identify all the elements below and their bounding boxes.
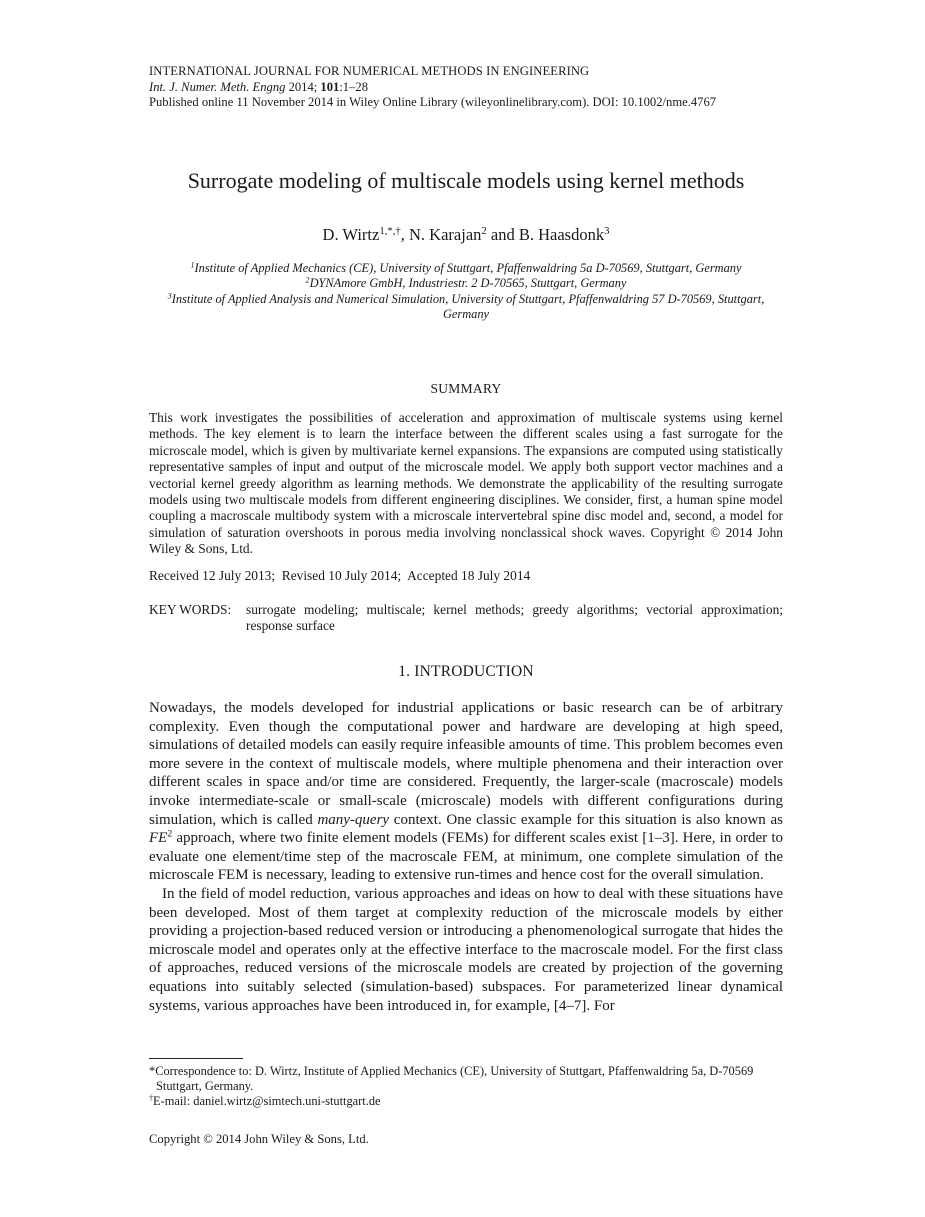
- affiliation-marker: 2: [305, 275, 310, 285]
- keywords-label: KEY WORDS:: [149, 602, 232, 617]
- journal-volume: 101: [320, 79, 340, 94]
- journal-year: 2014;: [288, 79, 318, 94]
- author-name: B. Haasdonk: [518, 225, 605, 244]
- copyright-notice: Copyright © 2014 John Wiley & Sons, Ltd.: [149, 1132, 369, 1146]
- author-marker: 3: [604, 225, 610, 238]
- journal-abbrev: Int. J. Numer. Meth. Engng: [149, 79, 286, 94]
- author-separator: ,: [400, 225, 410, 244]
- footnote-divider: [149, 1058, 243, 1059]
- keywords: [149, 602, 783, 635]
- footnote-mark: †: [149, 1093, 154, 1103]
- journal-name: INTERNATIONAL JOURNAL FOR NUMERICAL METHODS IN ENGINEERING: [149, 64, 590, 78]
- footnotes: [149, 1064, 783, 1109]
- journal-pages: :1–28: [339, 79, 368, 94]
- author-marker: 2: [481, 225, 487, 238]
- abstract-text: This work investigates the possibilities of acceleration and approximation of multiscale systems using kernel methods. The key element is to learn the interface between the different scales using a fast surrogate for the microscale model, which is given by multivariate kernel expansions. The expansions are computed using statistically representative samples of input and output of the microscale model. We apply both support vector machines and a vectorial kernel greedy algorithm as learning methods. We demonstrate the applicability of the resulting surrogate models using two multiscale models from different engineering disciplines. We consider, first, a human spine model coupling a macroscale multibody system with a microscale intervertebral spine disc model and, second, a model for simulation of saturation overshoots in porous media involving nonclassical shock waves. Copyright © 2014 John Wiley & Sons, Ltd.: [149, 410, 783, 557]
- publication-info: Published online 11 November 2014 in Wiley Online Library (wileyonlinelibrary.com). DOI: 10.1002/nme.4767: [149, 95, 717, 109]
- paragraph: [149, 699, 783, 885]
- journal-header: [149, 64, 783, 111]
- affiliation-text: Institute of Applied Mechanics (CE), University of Stuttgart, Pfaffenwaldring 5a D-70569, Stuttgart, Germany: [194, 261, 742, 275]
- author-marker: 1,*,†: [379, 225, 401, 238]
- received-dates: Received 12 July 2013; Revised 10 July 2014; Accepted 18 July 2014: [149, 568, 531, 583]
- section-heading: 1. INTRODUCTION: [398, 663, 534, 680]
- footnote: [149, 1064, 783, 1094]
- footnote-text: E-mail: daniel.wirtz@simtech.uni-stuttgart.de: [153, 1094, 381, 1108]
- paper-title: Surrogate modeling of multiscale models using kernel methods: [187, 168, 745, 193]
- footnote: [149, 1094, 783, 1109]
- footnote-text: Correspondence to: D. Wirtz, Institute of Applied Mechanics (CE), University of Stuttgart, Pfaffenwaldring 5a, D-70569 Stuttgart, Germany.: [155, 1064, 754, 1093]
- paragraph-text: context. One classic example for this situation is also known as: [389, 811, 783, 828]
- paragraph-text: approach, where two finite element models (FEMs) for different scales exist [1–3]. Here, in order to evaluate one element/time step of the macroscale FEM, at minimum, one complete simulation of the microscale FEM is necessary, leading to extensive run-times and hence cost for the overall simulation.: [149, 830, 783, 884]
- math-fe: FE: [149, 830, 168, 847]
- affiliations: [149, 261, 783, 322]
- summary-heading: SUMMARY: [430, 381, 502, 396]
- author-separator: and: [486, 225, 519, 244]
- affiliation-marker: 3: [167, 291, 172, 301]
- author-name: D. Wirtz: [322, 225, 380, 244]
- affiliation: [149, 292, 783, 323]
- footnote-mark: *: [149, 1064, 156, 1078]
- author-name: N. Karajan: [409, 225, 482, 244]
- affiliation-text: DYNAmore GmbH, Industriestr. 2 D-70565, Stuttgart, Germany: [309, 276, 627, 291]
- affiliation-marker: 1: [190, 260, 195, 270]
- affiliation-text: Institute of Applied Analysis and Numerical Simulation, University of Stuttgart, Pfaffenwaldring 57 D-70569, Stuttgart, Germany: [171, 291, 765, 321]
- math-superscript: 2: [167, 828, 173, 840]
- affiliation: [149, 261, 783, 276]
- journal-citation: [149, 80, 783, 96]
- introduction-body: [149, 699, 783, 1015]
- author-list: [149, 224, 783, 246]
- keywords-text: surrogate modeling; multiscale; kernel methods; greedy algorithms; vectorial approximation; response surface: [246, 602, 783, 634]
- paragraph: In the field of model reduction, various approaches and ideas on how to deal with these situations have been developed. Most of them target at complexity reduction of the microscale models by either providing a projection-based reduced version or introducing a phenomenological surrogate that hides the microscale model and operates only at the effective interface to the macroscale model. For the first class of approaches, reduced versions of the microscale models are created by projection of the governing equations into suitably selected (simulation-based) subspaces. For parameterized linear dynamical systems, various approaches have been introduced in, for example, [4–7]. For: [149, 885, 783, 1014]
- emphasis-text: many-query: [317, 811, 390, 828]
- paragraph-text: Nowadays, the models developed for industrial applications or basic research can be of arbitrary complexity. Even though the computational power and hardware are developing at high speed, simulations of detailed models can easily require infeasible amounts of time. This problem becomes even more severe in the context of multiscale models, where multiple phenomena and their interaction over different scales in space and/or time are considered. Frequently, the larger-scale (macroscale) models invoke intermediate-scale or small-scale (microscale) models with different configurations during simulation, which is called: [149, 700, 783, 828]
- affiliation: [149, 276, 783, 291]
